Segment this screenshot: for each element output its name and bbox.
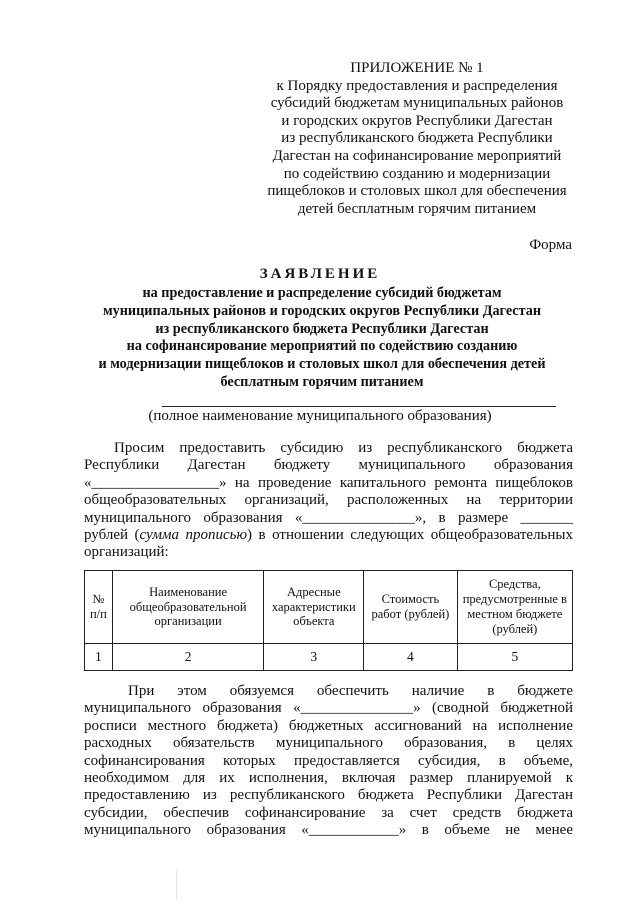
paragraph-line: софинансирования которых предоставляется субсидия, в объеме, bbox=[84, 752, 573, 769]
table-cell: 4 bbox=[364, 644, 458, 671]
paragraph-line: Просим предоставить субсидию из республиканского бюджета bbox=[114, 440, 573, 456]
paragraph-line: общеобразовательных организаций, расположенных на территории bbox=[84, 492, 573, 509]
paragraph-line: росписи местного бюджета) бюджетных ассигнований на исполнение bbox=[84, 717, 573, 734]
form-label: Форма bbox=[529, 237, 572, 253]
table-header-cell: Средства, предусмотренные в местном бюджете (рублей) bbox=[457, 571, 572, 644]
table-header-row bbox=[85, 571, 573, 644]
table-row bbox=[85, 644, 573, 671]
appendix-number: ПРИЛОЖЕНИЕ № 1 bbox=[350, 60, 484, 76]
table-header-cell: Адресные характеристики объекта bbox=[264, 571, 364, 644]
table-cell: 5 bbox=[457, 644, 572, 671]
paragraph-line: «_________________» на проведение капитального ремонта пищеблоков bbox=[84, 474, 573, 491]
subtitle-line: муниципальных районов и городских округов Республики Дагестан bbox=[102, 302, 541, 319]
paragraph-line: муниципального образования «_______________», в размере _______ bbox=[84, 509, 573, 526]
appendix-line: к Порядку предоставления и распределения bbox=[276, 77, 558, 94]
paragraph-line: При этом обязуемся обеспечить наличие в бюджете bbox=[128, 683, 573, 699]
appendix-line: субсидий бюджетам муниципальных районов bbox=[270, 95, 564, 112]
subtitle-line: и модернизации пищеблоков и столовых школ для обеспечения детей bbox=[98, 356, 546, 373]
organizations-table bbox=[84, 570, 573, 671]
paragraph-line: предоставлению из республиканского бюджета Республики Дагестан bbox=[84, 787, 573, 804]
paragraph-line: необходимом для их исполнения, включая размер планируемой к bbox=[84, 770, 573, 787]
subtitle-line: из республиканского бюджета Республики Дагестан bbox=[155, 320, 489, 337]
table-cell: 2 bbox=[112, 644, 264, 671]
document-subtitle bbox=[72, 285, 572, 392]
amount-in-words-note: сумма прописью bbox=[139, 527, 248, 544]
paragraph-line: Республики Дагестан бюджету муниципального образования bbox=[84, 457, 573, 474]
paragraph-line: муниципального образования «____________» в объеме не менее bbox=[84, 822, 573, 839]
subtitle-line: бесплатным горячим питанием bbox=[220, 373, 424, 390]
appendix-line: детей бесплатным горячим питанием bbox=[297, 200, 537, 217]
paragraph-line: муниципального образования «_______________» (сводной бюджетной bbox=[84, 700, 573, 717]
municipality-fill-line bbox=[162, 406, 556, 407]
paragraph-line: субсидии, обеспечив софинансирование за счет средств бюджета bbox=[84, 804, 573, 821]
paragraph-line: расходных обязательств муниципального образования, в целях bbox=[84, 735, 573, 752]
appendix-line: Дагестан на софинансирование мероприятий bbox=[272, 147, 562, 164]
municipality-caption: (полное наименование муниципального образования) bbox=[148, 408, 492, 424]
appendix-line: из республиканского бюджета Республики bbox=[281, 130, 553, 147]
table-header-cell: Стоимость работ (рублей) bbox=[364, 571, 458, 644]
appendix-block bbox=[262, 60, 572, 218]
paragraph-line: рублей (сумма прописью) в отношении следующих общеобразовательных bbox=[84, 527, 574, 544]
subtitle-line: на софинансирование мероприятий по содействию созданию bbox=[126, 338, 518, 355]
subtitle-line: на предоставление и распределение субсидий бюджетам bbox=[142, 285, 502, 301]
document-title: ЗАЯВЛЕНИЕ bbox=[259, 266, 381, 282]
table-cell: 1 bbox=[85, 644, 113, 671]
table-header-cell: № п/п bbox=[85, 571, 113, 644]
request-paragraph bbox=[84, 440, 573, 562]
obligation-paragraph bbox=[84, 683, 573, 840]
table-header-cell: Наименование общеобразовательной организации bbox=[112, 571, 264, 644]
scan-mark bbox=[176, 870, 199, 900]
appendix-line: и городских округов Республики Дагестан bbox=[281, 112, 553, 129]
appendix-line: по содействию созданию и модернизации bbox=[283, 165, 551, 182]
appendix-line: пищеблоков и столовых школ для обеспечения bbox=[267, 183, 567, 200]
table-cell: 3 bbox=[264, 644, 364, 671]
paragraph-line: организаций: bbox=[84, 544, 169, 561]
